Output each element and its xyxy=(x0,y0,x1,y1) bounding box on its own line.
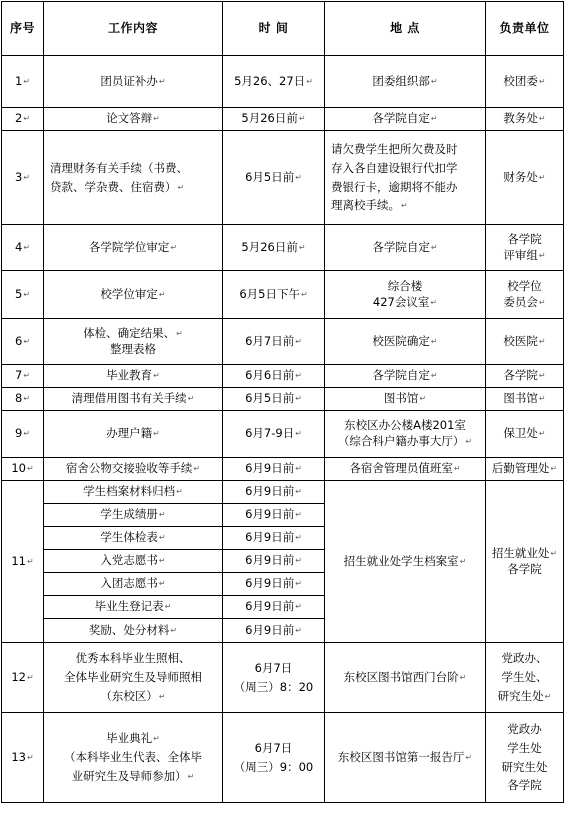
place-line: 综合楼 xyxy=(387,278,423,293)
unit-line: 各学院 xyxy=(507,231,542,246)
work-content: 入党志愿书 ↵ xyxy=(44,550,223,573)
unit-line: 研究生处 xyxy=(501,759,548,774)
unit-line: 招生就业处 ↵ xyxy=(489,546,560,562)
place-cell xyxy=(325,271,486,319)
work-content xyxy=(44,713,223,803)
table-row xyxy=(2,131,564,225)
work-content: 各学院学位审定 ↵ xyxy=(44,225,223,271)
row-number: 5 ↵ xyxy=(2,271,44,319)
unit-cell: 图书馆 ↵ xyxy=(486,388,564,411)
row-number: 9 ↵ xyxy=(2,411,44,458)
time-cell: 5月26日前 ↵ xyxy=(223,225,325,271)
row-number: 4 ↵ xyxy=(2,225,44,271)
row-number: 7 ↵ xyxy=(2,365,44,388)
header-no: 序号 xyxy=(2,2,44,56)
row-number: 11 ↵ xyxy=(2,481,44,643)
table-row xyxy=(2,411,564,458)
work-content xyxy=(44,643,223,713)
place-cell xyxy=(325,131,486,225)
table-row xyxy=(2,319,564,365)
content-line: 全体毕业研究生及导师照相 xyxy=(64,670,202,685)
unit-line: 学生处 xyxy=(507,740,542,755)
unit-cell: 各学院 ↵ xyxy=(486,365,564,388)
content-line: （本科毕业生代表、全体毕 xyxy=(64,750,202,765)
table-row xyxy=(2,481,564,504)
unit-cell: 教务处 ↵ xyxy=(486,108,564,131)
schedule-table xyxy=(1,1,564,803)
place-line: 427会议室 ↵ xyxy=(328,295,482,311)
content-line: （东校区） ↵ xyxy=(47,687,219,706)
time-cell: 5月26日前 ↵ xyxy=(223,108,325,131)
content-line: 业研究生及导师参加） ↵ xyxy=(47,767,219,786)
header-place: 地 点 xyxy=(325,2,486,56)
work-content: 学生档案材料归档 ↵ xyxy=(44,481,223,504)
work-content: 办理户籍 ↵ xyxy=(44,411,223,458)
unit-line: 各学院 xyxy=(507,778,542,793)
work-content: 论文答辩 ↵ xyxy=(44,108,223,131)
time-cell: 6月5日下午 ↵ xyxy=(223,271,325,319)
unit-cell xyxy=(486,225,564,271)
unit-line: 各学院 xyxy=(507,561,542,576)
place-cell xyxy=(325,411,486,458)
time-cell: 6月7-9日 ↵ xyxy=(223,411,325,458)
row-number: 6 ↵ xyxy=(2,319,44,365)
table-row xyxy=(2,388,564,411)
time-line: 6月7日 xyxy=(254,740,293,755)
row-number: 10 ↵ xyxy=(2,458,44,481)
row-number: 2 ↵ xyxy=(2,108,44,131)
place-cell: 东校区图书馆第一报告厅 ↵ xyxy=(325,713,486,803)
content-line: 毕业典礼 ↵ xyxy=(47,729,219,748)
table-row xyxy=(2,365,564,388)
unit-line: 评审组 ↵ xyxy=(489,248,560,264)
content-line: 贷款、学杂费、住宿费） ↵ xyxy=(50,178,219,197)
unit-cell xyxy=(486,713,564,803)
content-line: 优秀本科毕业生照相、 xyxy=(75,651,191,666)
work-content xyxy=(44,131,223,225)
header-row xyxy=(2,2,564,56)
work-content: 入团志愿书 ↵ xyxy=(44,573,223,596)
unit-cell xyxy=(486,271,564,319)
time-cell: 6月9日前 ↵ xyxy=(223,504,325,527)
place-cell: 校医院确定 ↵ xyxy=(325,319,486,365)
place-cell: 东校区图书馆西门台阶 ↵ xyxy=(325,643,486,713)
unit-cell: 保卫处 ↵ xyxy=(486,411,564,458)
place-line: 理离校手续。 ↵ xyxy=(331,196,482,215)
time-cell: 6月9日前 ↵ xyxy=(223,550,325,573)
work-content: 毕业生登记表 ↵ xyxy=(44,596,223,619)
work-content: 学生成绩册 ↵ xyxy=(44,504,223,527)
unit-line: 党政办 xyxy=(507,721,542,736)
row-number: 1 ↵ xyxy=(2,56,44,108)
table-row xyxy=(2,643,564,713)
work-content: 清理借用图书有关手续 ↵ xyxy=(44,388,223,411)
place-cell: 各学院自定 ↵ xyxy=(325,108,486,131)
place-line: （综合科户籍办事大厅） ↵ xyxy=(328,434,482,450)
content-line: 清理财务有关手续（书费、 xyxy=(50,160,188,175)
place-cell: 各宿舍管理员值班室 ↵ xyxy=(325,458,486,481)
place-cell: 团委组织部 ↵ xyxy=(325,56,486,108)
place-cell: 招生就业处学生档案室 ↵ xyxy=(325,481,486,643)
header-unit: 负责单位 xyxy=(486,2,564,56)
unit-line: 校学位 xyxy=(507,278,542,293)
work-content: 宿舍公物交接验收等手续 ↵ xyxy=(44,458,223,481)
content-line: 整理表格 xyxy=(110,341,156,356)
time-line: 6月7日 xyxy=(254,660,293,675)
row-number: 3 ↵ xyxy=(2,131,44,225)
place-line: 费银行卡，逾期将不能办 xyxy=(331,179,458,194)
place-line: 东校区办公楼A楼201室 xyxy=(344,418,466,433)
content-line: 体检、确定结果、 ↵ xyxy=(47,326,219,342)
table-row xyxy=(2,458,564,481)
work-content xyxy=(44,319,223,365)
unit-cell: 财务处 ↵ xyxy=(486,131,564,225)
time-cell: 6月9日前 ↵ xyxy=(223,458,325,481)
time-cell xyxy=(223,643,325,713)
table-row xyxy=(2,56,564,108)
time-cell: 6月9日前 ↵ xyxy=(223,481,325,504)
unit-cell: 校团委 ↵ xyxy=(486,56,564,108)
time-cell: 6月9日前 ↵ xyxy=(223,573,325,596)
time-cell: 6月9日前 ↵ xyxy=(223,596,325,619)
table-row xyxy=(2,271,564,319)
time-cell: 6月7日前 ↵ xyxy=(223,319,325,365)
table-row xyxy=(2,225,564,271)
unit-line: 学生处、 xyxy=(501,670,548,685)
header-time: 时 间 xyxy=(223,2,325,56)
unit-cell: 后勤管理处 ↵ xyxy=(486,458,564,481)
work-content: 团员证补办 ↵ xyxy=(44,56,223,108)
time-cell xyxy=(223,713,325,803)
place-cell: 各学院自定 ↵ xyxy=(325,225,486,271)
table-row xyxy=(2,108,564,131)
unit-cell xyxy=(486,643,564,713)
time-line: （周三）8：20 xyxy=(233,679,314,694)
unit-line: 党政办、 xyxy=(501,651,548,666)
unit-line: 研究生处 ↵ xyxy=(489,687,560,706)
work-content: 奖励、处分材料 ↵ xyxy=(44,619,223,643)
unit-cell: 校医院 ↵ xyxy=(486,319,564,365)
time-cell: 5月26、27日 ↵ xyxy=(223,56,325,108)
work-content: 学生体检表 ↵ xyxy=(44,527,223,550)
time-line: （周三）9：00 xyxy=(233,759,314,774)
time-cell: 6月5日前 ↵ xyxy=(223,388,325,411)
table-row xyxy=(2,713,564,803)
place-cell: 各学院自定 ↵ xyxy=(325,365,486,388)
unit-cell xyxy=(486,481,564,643)
row-number: 12 ↵ xyxy=(2,643,44,713)
time-cell: 6月6日前 ↵ xyxy=(223,365,325,388)
place-line: 请欠费学生把所欠费及时 xyxy=(331,141,458,156)
work-content: 毕业教育 ↵ xyxy=(44,365,223,388)
work-content: 校学位审定 ↵ xyxy=(44,271,223,319)
place-line: 存入各自建设银行代扣学 xyxy=(331,160,458,175)
unit-line: 委员会 ↵ xyxy=(489,295,560,311)
row-number: 8 ↵ xyxy=(2,388,44,411)
time-cell: 6月5日前 ↵ xyxy=(223,131,325,225)
header-content: 工作内容 xyxy=(44,2,223,56)
time-cell: 6月9日前 ↵ xyxy=(223,527,325,550)
time-cell: 6月9日前 ↵ xyxy=(223,619,325,643)
row-number: 13 ↵ xyxy=(2,713,44,803)
place-cell: 图书馆 ↵ xyxy=(325,388,486,411)
